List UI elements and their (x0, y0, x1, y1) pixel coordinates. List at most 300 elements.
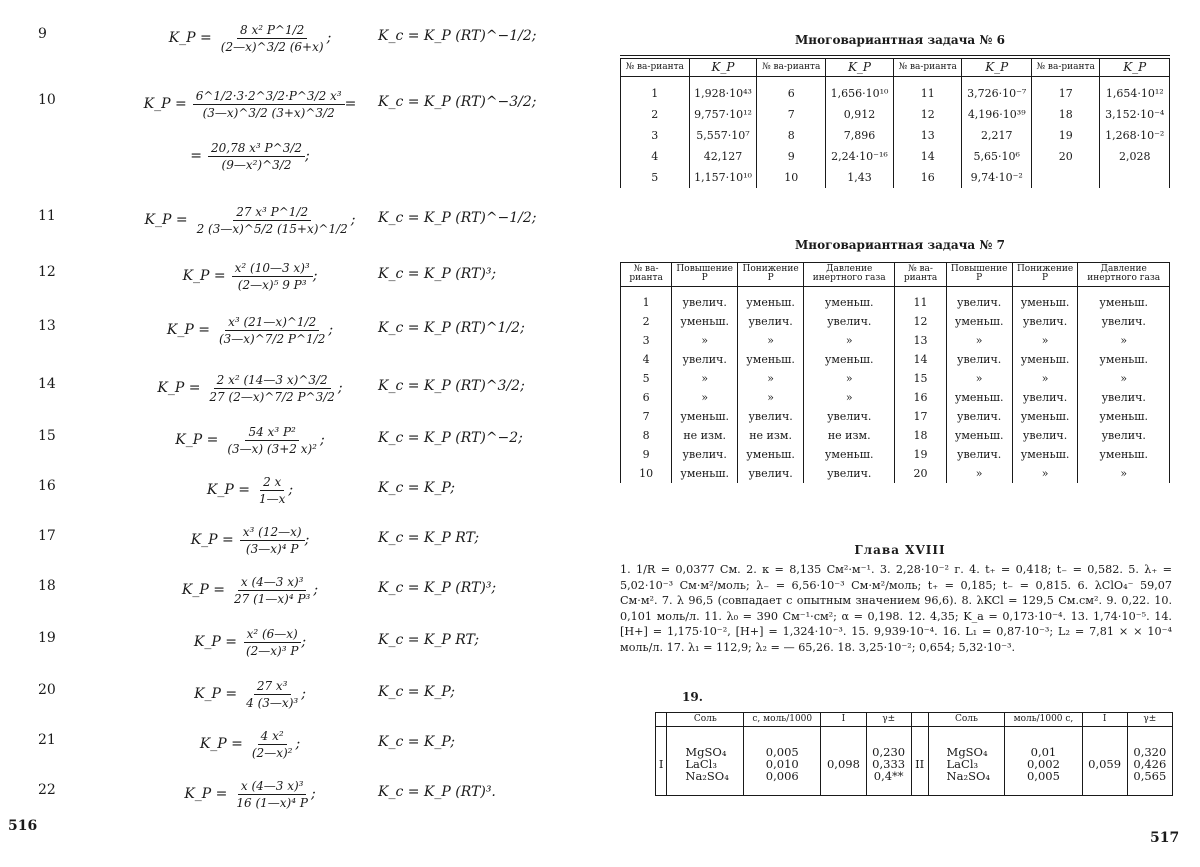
fraction (243, 679, 301, 710)
fraction-denominator: 2 (3—x)^5/2 (15+x)^1/2 (196, 221, 348, 236)
table-cell: » (803, 331, 895, 350)
kp-expression (90, 570, 410, 610)
fraction (193, 89, 345, 120)
table-cell: увелич. (672, 286, 738, 312)
table-header-cell: K_P (962, 59, 1031, 77)
table-cell: 13 (893, 125, 962, 146)
table-cell: увелич. (738, 464, 804, 483)
kp-lhs: K_P = (206, 482, 250, 498)
table-cell: увелич. (946, 407, 1012, 426)
table-cell: 1 (621, 76, 690, 104)
task7-table (620, 262, 1170, 483)
kc-expression: K_c = K_P (RT)^−2; (378, 430, 523, 446)
table-cell: уменьш. (1078, 407, 1170, 426)
formula-number: 10 (38, 92, 56, 108)
table-cell: уменьш. (1012, 445, 1078, 464)
task6-table (620, 58, 1170, 188)
table-cell: » (946, 369, 1012, 388)
ionic-strength: 0,059 (1082, 727, 1127, 796)
formula-number: 9 (38, 26, 47, 42)
cell-line: 0,320 (1133, 745, 1167, 760)
cell-line: 0,002 (1026, 757, 1060, 772)
fraction-numerator: x³ (12—x) (240, 525, 305, 541)
table-cell: 20 (895, 464, 946, 483)
table-cell: » (946, 331, 1012, 350)
cell-line: Na₂SO₄ (946, 769, 990, 784)
problem19-label: 19. (682, 690, 703, 704)
kp-expression (90, 674, 410, 714)
kp-lhs: K_P = (168, 30, 212, 46)
cell-line: LaCl₃ (946, 757, 979, 772)
formula-row (0, 420, 600, 460)
table-cell: 5,557·10⁷ (689, 125, 757, 146)
formula-number: 16 (38, 478, 56, 494)
table-header-cell: № ва-рианта (1031, 59, 1100, 77)
table-cell: увелич. (738, 407, 804, 426)
kc-expression: K_c = K_P RT; (378, 632, 480, 648)
table-header-cell: K_P (1100, 59, 1170, 77)
table-cell: увелич. (672, 350, 738, 369)
table-cell: 9 (621, 445, 672, 464)
table-cell: 10 (757, 167, 826, 188)
fraction (224, 425, 320, 456)
table-cell: » (1012, 369, 1078, 388)
cell-line: MgSO₄ (685, 745, 727, 760)
table-header-cell: γ± (866, 713, 911, 727)
fraction (208, 141, 305, 172)
table-row (621, 286, 1170, 312)
formula-tail: ; (301, 634, 307, 650)
table-cell: 4 (621, 350, 672, 369)
table-cell: 4 (621, 146, 690, 167)
table-cell: 19 (895, 445, 946, 464)
fraction-denominator: (3—x)^3/2 (3+x)^3/2 (202, 105, 335, 120)
kp-expression (90, 310, 410, 350)
roman-numeral: II (911, 727, 928, 796)
table-cell: 7 (757, 104, 826, 125)
kp-expression (90, 520, 410, 560)
kc-expression: K_c = K_P; (378, 480, 456, 496)
table-cell: 3 (621, 331, 672, 350)
formula-row (0, 520, 600, 560)
table-cell: увелич. (803, 312, 895, 331)
table-cell: » (946, 464, 1012, 483)
fraction (240, 525, 305, 556)
cell-line: 0,01 (1030, 745, 1057, 760)
fraction-numerator: x² (10—3 x)³ (232, 261, 313, 277)
table-cell: 10 (621, 464, 672, 483)
table-cell: 2 (621, 104, 690, 125)
table-cell: » (672, 369, 738, 388)
table-cell: » (738, 331, 804, 350)
kp-lhs: K_P = (157, 380, 201, 396)
table-header-cell: K_P (826, 59, 894, 77)
formula-number: 18 (38, 578, 56, 594)
formula-number: 21 (38, 732, 56, 748)
table-cell: 2,217 (962, 125, 1031, 146)
fraction-denominator: (2—x)² (251, 745, 293, 760)
formula-tail: = (344, 96, 357, 112)
formula-number: 14 (38, 376, 56, 392)
formula-row (0, 256, 600, 296)
fraction-denominator: (3—x) (3+2 x)² (227, 441, 317, 456)
table-cell: 1,654·10¹² (1100, 76, 1170, 104)
table-cell: 18 (895, 426, 946, 445)
formula-row (0, 674, 600, 714)
fraction (256, 475, 288, 506)
kp-lhs: K_P = (143, 96, 187, 112)
fraction (231, 575, 313, 606)
formula-tail: ; (313, 582, 319, 598)
task7-title: Многовариантная задача № 7 (795, 238, 1005, 252)
table-cell (1100, 167, 1170, 188)
kp-expression (90, 470, 410, 510)
page-number-right: 517 (1150, 830, 1180, 846)
formula-row (0, 136, 600, 176)
fraction-numerator: x³ (21—x)^1/2 (225, 315, 319, 331)
fraction (194, 205, 351, 236)
fraction-numerator: 2 x (260, 475, 284, 491)
formula-number: 22 (38, 782, 56, 798)
table-cell: уменьш. (946, 388, 1012, 407)
task6-title: Многовариантная задача № 6 (795, 33, 1005, 47)
table-cell: 3 (621, 125, 690, 146)
table-cell: 1,157·10¹⁰ (689, 167, 757, 188)
table-row (621, 464, 1170, 483)
table-header-cell (911, 713, 928, 727)
kp-expression (90, 420, 410, 460)
table-row (621, 388, 1170, 407)
task7-header-row (621, 263, 1170, 287)
table-cell: 1,928·10⁴³ (689, 76, 757, 104)
table-row (621, 369, 1170, 388)
fraction-denominator: 4 (3—x)³ (246, 695, 299, 710)
formula-tail: ; (305, 148, 310, 164)
task7-body (621, 286, 1170, 483)
table-cell: 16 (895, 388, 946, 407)
table-cell: » (1012, 331, 1078, 350)
fraction-numerator: 20,78 x³ P^3/2 (208, 141, 305, 157)
fraction (218, 23, 327, 54)
task6-header-row (621, 59, 1170, 77)
fraction-numerator: x (4—3 x)³ (238, 575, 307, 591)
table-cell: не изм. (672, 426, 738, 445)
table-cell: увелич. (1078, 388, 1170, 407)
table-row (621, 445, 1170, 464)
table-row (621, 331, 1170, 350)
table-cell: уменьш. (672, 312, 738, 331)
formula-row (0, 774, 600, 814)
table-row (621, 104, 1170, 125)
table-cell: » (1078, 464, 1170, 483)
fraction-denominator: (9—x²)^3/2 (221, 157, 292, 172)
table-cell: » (1012, 464, 1078, 483)
table-cell: увелич. (946, 286, 1012, 312)
table-cell: 14 (895, 350, 946, 369)
table-header-cell: № ва-рианта (893, 59, 962, 77)
formula-tail: ; (320, 432, 325, 448)
kc-expression: K_c = K_P (RT)^−1/2; (378, 28, 537, 44)
fraction-denominator: 27 (2—x)^7/2 P^3/2 (209, 389, 335, 404)
problem19-table (655, 712, 1173, 796)
fraction-denominator: 1—x (258, 491, 286, 506)
cell-line: 0,4** (873, 769, 904, 784)
right-page (600, 0, 1200, 867)
cell-line: Na₂SO₄ (685, 769, 729, 784)
formula-row (0, 84, 600, 124)
table-cell: 8 (621, 426, 672, 445)
table-header-cell: № ва-рианта (621, 263, 672, 287)
fraction (243, 627, 301, 658)
table-header-cell: Соль (928, 713, 1005, 727)
table-cell: увелич. (1012, 388, 1078, 407)
kp-lhs: K_P = (190, 532, 234, 548)
formula-tail: ; (328, 322, 334, 338)
table-cell: 12 (895, 312, 946, 331)
table-cell: » (738, 388, 804, 407)
table-cell: уменьш. (738, 350, 804, 369)
table-cell: уменьш. (1078, 445, 1170, 464)
table-cell: 14 (893, 146, 962, 167)
fraction (232, 261, 313, 292)
table-row (621, 426, 1170, 445)
kp-lhs: K_P = (199, 736, 243, 752)
kc-expression: K_c = K_P (RT)³. (378, 784, 496, 800)
kp-expression (90, 368, 410, 408)
table-cell: уменьш. (1078, 286, 1170, 312)
fraction-denominator: (2—x)³ P (245, 643, 299, 658)
table-cell: » (672, 388, 738, 407)
formula-tail: ; (326, 30, 332, 46)
table-cell: уменьш. (803, 445, 895, 464)
table-cell: уменьш. (946, 312, 1012, 331)
formula-tail: ; (310, 786, 316, 802)
table-row (621, 167, 1170, 188)
table-header-cell: Повышение P (946, 263, 1012, 287)
formula-tail: ; (288, 482, 294, 498)
table-cell: уменьш. (672, 407, 738, 426)
formula-tail: ; (301, 686, 306, 702)
table-cell: 17 (895, 407, 946, 426)
table-cell: увелич. (946, 350, 1012, 369)
table-cell (667, 727, 744, 796)
kc-expression: K_c = K_P; (378, 684, 456, 700)
table-row (621, 146, 1170, 167)
table-cell: 9 (757, 146, 826, 167)
kc-expression: K_c = K_P (RT)^−1/2; (378, 210, 537, 226)
formula-number: 12 (38, 264, 56, 280)
table-cell: 5 (621, 369, 672, 388)
table-cell: увелич. (738, 312, 804, 331)
table-cell: уменьш. (946, 426, 1012, 445)
kc-expression: K_c = K_P RT; (378, 530, 480, 546)
formula-row (0, 622, 600, 662)
cell-line: 0,005 (1026, 769, 1060, 784)
formula-row (0, 368, 600, 408)
table-header-cell: Давление инертного газа (1078, 263, 1170, 287)
kp-lhs: K_P = (184, 786, 228, 802)
table-header-cell: c, моль/1000 (744, 713, 821, 727)
table-row (621, 76, 1170, 104)
kc-expression: K_c = K_P; (378, 734, 456, 750)
table-cell: » (738, 369, 804, 388)
formula-number: 17 (38, 528, 56, 544)
table-header-cell: I (821, 713, 866, 727)
task6-top-rule (620, 55, 1170, 56)
kp-expression (90, 622, 410, 662)
table-cell: увелич. (1012, 312, 1078, 331)
table-header-cell: Понижение P (738, 263, 804, 287)
table-header-cell: K_P (689, 59, 757, 77)
kp-lhs: K_P = (166, 322, 210, 338)
fraction-numerator: 27 x³ P^1/2 (233, 205, 311, 221)
problem19-header-row (656, 713, 1173, 727)
table-cell: 16 (893, 167, 962, 188)
kc-expression: K_c = K_P (RT)^3/2; (378, 378, 525, 394)
table-header-cell: Давление инертного газа (803, 263, 895, 287)
table-cell: 4,196·10³⁹ (962, 104, 1031, 125)
table-cell: 15 (895, 369, 946, 388)
table-cell: 5,65·10⁶ (962, 146, 1031, 167)
table-cell: 18 (1031, 104, 1100, 125)
cell-line: 0,426 (1133, 757, 1167, 772)
task6-body (621, 76, 1170, 188)
kp-lhs: K_P = (181, 582, 225, 598)
kp-lhs: K_P = (194, 686, 238, 702)
table-cell: 0,912 (826, 104, 894, 125)
fraction-numerator: 6^1/2·3·2^3/2·P^3/2 x³ (193, 89, 345, 105)
formula-tail: ; (350, 212, 356, 228)
fraction-denominator: (2—x)^3/2 (6+x) (220, 39, 324, 54)
table-header-cell: моль/1000 c, (1005, 713, 1082, 727)
formula-number: 19 (38, 630, 56, 646)
kp-expression (90, 136, 410, 176)
kp-lhs: K_P = (182, 268, 226, 284)
table-header-cell: I (1082, 713, 1127, 727)
kp-expression (90, 18, 410, 58)
table-cell: увелич. (803, 407, 895, 426)
table-header-cell: Соль (667, 713, 744, 727)
kp-lhs: = (190, 148, 202, 164)
fraction-numerator: 4 x² (258, 729, 287, 745)
fraction (216, 315, 328, 346)
formula-row (0, 724, 600, 764)
table-cell: 42,127 (689, 146, 757, 167)
table-cell: увелич. (803, 464, 895, 483)
table-cell: уменьш. (803, 286, 895, 312)
formula-number: 20 (38, 682, 56, 698)
table-cell: 8 (757, 125, 826, 146)
table-cell: уменьш. (803, 350, 895, 369)
table-cell: » (1078, 369, 1170, 388)
formula-row (0, 18, 600, 58)
table-cell: 2,028 (1100, 146, 1170, 167)
kp-expression (90, 724, 410, 764)
fraction-denominator: (3—x)^7/2 P^1/2 (218, 331, 326, 346)
table-cell: 7 (621, 407, 672, 426)
table-cell: уменьш. (672, 464, 738, 483)
fraction-denominator: 27 (1—x)⁴ P³ (233, 591, 311, 606)
table-header-cell: Понижение P (1012, 263, 1078, 287)
cell-line: 0,006 (765, 769, 799, 784)
formula-row (0, 310, 600, 350)
fraction-numerator: 54 x³ P² (245, 425, 298, 441)
table-cell: 7,896 (826, 125, 894, 146)
fraction (233, 779, 311, 810)
table-cell: увелич. (1012, 426, 1078, 445)
formula-number: 11 (38, 208, 56, 224)
cell-line: 0,005 (765, 745, 799, 760)
table-cell: не изм. (738, 426, 804, 445)
kc-expression: K_c = K_P (RT)³; (378, 580, 497, 596)
table-cell: 2,24·10⁻¹⁶ (826, 146, 894, 167)
table-cell: 1,43 (826, 167, 894, 188)
fraction-numerator: x² (6—x) (244, 627, 301, 643)
formula-tail: ; (304, 532, 310, 548)
table-cell: » (803, 388, 895, 407)
table-cell: 1,268·10⁻² (1100, 125, 1170, 146)
table-cell: уменьш. (738, 286, 804, 312)
kp-expression (90, 84, 410, 124)
fraction (249, 729, 296, 760)
formula-tail: ; (312, 268, 318, 284)
formula-number: 13 (38, 318, 56, 334)
fraction-numerator: 2 x² (14—3 x)^3/2 (214, 373, 331, 389)
table-cell: » (1078, 331, 1170, 350)
table-cell (928, 727, 1005, 796)
fraction-numerator: x (4—3 x)³ (238, 779, 307, 795)
formula-tail: ; (295, 736, 301, 752)
formula-row (0, 200, 600, 240)
ionic-strength: 0,098 (821, 727, 866, 796)
table-cell: уменьш. (1012, 407, 1078, 426)
table-cell: 9,757·10¹² (689, 104, 757, 125)
fraction-numerator: 27 x³ (254, 679, 291, 695)
table-cell: 2 (621, 312, 672, 331)
table-cell: увелич. (946, 445, 1012, 464)
kp-lhs: K_P = (144, 212, 188, 228)
table-cell: 13 (895, 331, 946, 350)
answers-paragraph: 1. 1/R = 0,0377 См. 2. κ = 8,135 См²·м⁻¹. 3. 2,28·10⁻² г. 4. t₊ = 0,418; t₋ = 0,582. 5. λ₊ = 5,02·10⁻³ См·м²/моль; λ₋ = 6,56·10⁻³ См·м²/моль; t₊ = 0,185; t₋ = 0,815. 6. λClO₄⁻ 59,07 См·м². 7. λ 96,5 (совпадает с опытным значением 96,6). 8. λKCl = 129,5 См.см². 9. 0,22. 10. 0,101 моль/л. 11. λ₀ = 390 См⁻¹·см²; α = 0,198. 12. 4,35; K_a = 0,173·10⁻⁴. 13. 1,74·10⁻⁵. 14. [H+] = 1,175·10⁻², [H+] = 1,324·10⁻³. 15. 9,939·10⁻⁴. 16. L₁ = 0,87·10⁻³; L₂ = 7,81 × × 10⁻⁴ моль/л. 17. λ₁ = 112,9; λ₂ = — 65,26. 18. 3,25·10⁻²; 0,654; 5,32·10⁻³. (620, 563, 1172, 654)
fraction-denominator: (3—x)⁴ P (245, 541, 299, 556)
table-header-cell: № ва-рианта (757, 59, 826, 77)
fraction-denominator: (2—x)⁵ 9 P³ (237, 277, 307, 292)
fraction (206, 373, 337, 404)
kp-lhs: K_P = (175, 432, 219, 448)
table-cell: увелич. (1078, 312, 1170, 331)
table-cell: уменьш. (1012, 286, 1078, 312)
table-cell: 19 (1031, 125, 1100, 146)
formula-row (0, 570, 600, 610)
kp-lhs: K_P = (193, 634, 237, 650)
cell-line: 0,333 (872, 757, 906, 772)
kc-expression: K_c = K_P (RT)^−3/2; (378, 94, 537, 110)
problem19-row (656, 727, 1173, 796)
roman-numeral: I (656, 727, 667, 796)
table-cell: 1,656·10¹⁰ (826, 76, 894, 104)
fraction-denominator: 16 (1—x)⁴ P (236, 795, 308, 810)
table-cell: 11 (893, 76, 962, 104)
table-cell: 11 (895, 286, 946, 312)
table-cell: 12 (893, 104, 962, 125)
formula-tail: ; (337, 380, 343, 396)
table-cell: » (803, 369, 895, 388)
table-cell (1031, 167, 1100, 188)
cell-line: MgSO₄ (946, 745, 988, 760)
table-header-cell: № ва-рианта (621, 59, 690, 77)
cell-line: 0,010 (765, 757, 799, 772)
table-row (621, 350, 1170, 369)
